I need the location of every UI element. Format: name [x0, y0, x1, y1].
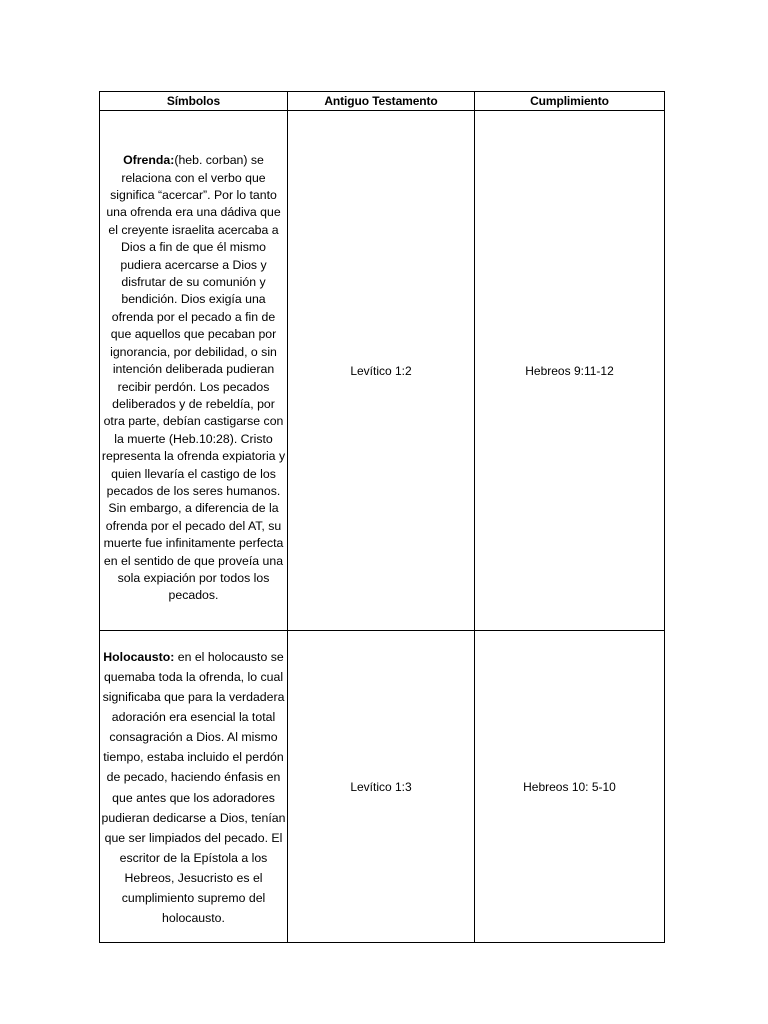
symbol-description: (heb. corban) se relaciona con el verbo que significa “acercar”. Por lo tanto una ofrenda era una dádiva que el creyente israelita acercaba a Dios a fin de que él mismo pudiera acercarse a Dios y disfrutar de su comunión y bendición. Dios exigía una ofrenda por el pecado a fin de que aquellos que pecaban por ignorancia, por debilidad, o sin intención deliberada pudieran recibir perdón. Los pecados deliberados y de rebeldía, por otra parte, debían castigarse con la muerte (Heb.10:28). Cristo representa la ofrenda expiatoria y quien llevaría el castigo de los pecados de los seres humanos. Sin embargo, a diferencia de la ofrenda por el pecado del AT, su muerte fue infinitamente perfecta en el sentido de que proveía una sola expiación por todos los pecados.: [101, 153, 286, 603]
symbol-term: Ofrenda:: [123, 153, 175, 168]
symbol-cell: [100, 111, 288, 631]
table-row: [100, 111, 665, 631]
header-simbolos: Símbolos: [100, 92, 288, 111]
old-testament-reference: Levítico 1:3: [288, 631, 475, 943]
symbols-table: [99, 91, 665, 943]
table-row: [100, 631, 665, 943]
symbol-cell: [100, 631, 288, 943]
header-antiguo-testamento: Antiguo Testamento: [288, 92, 475, 111]
table-header-row: [100, 92, 665, 111]
header-cumplimiento: Cumplimiento: [475, 92, 665, 111]
symbol-description: en el holocausto se quemaba toda la ofrenda, lo cual significaba que para la verdadera adoración era esencial la total consagración a Dios. Al mismo tiempo, estaba incluido el perdón de pecado, haciendo énfasis en que antes que los adoradores pudieran dedicarse a Dios, tenían que ser limpiados del pecado. El escritor de la Epístola a los Hebreos, Jesucristo es el cumplimiento supremo del holocausto.: [101, 649, 286, 926]
fulfillment-reference: Hebreos 9:11-12: [475, 111, 665, 631]
symbol-term: Holocausto:: [103, 649, 175, 664]
old-testament-reference: Levítico 1:2: [288, 111, 475, 631]
fulfillment-reference: Hebreos 10: 5-10: [475, 631, 665, 943]
